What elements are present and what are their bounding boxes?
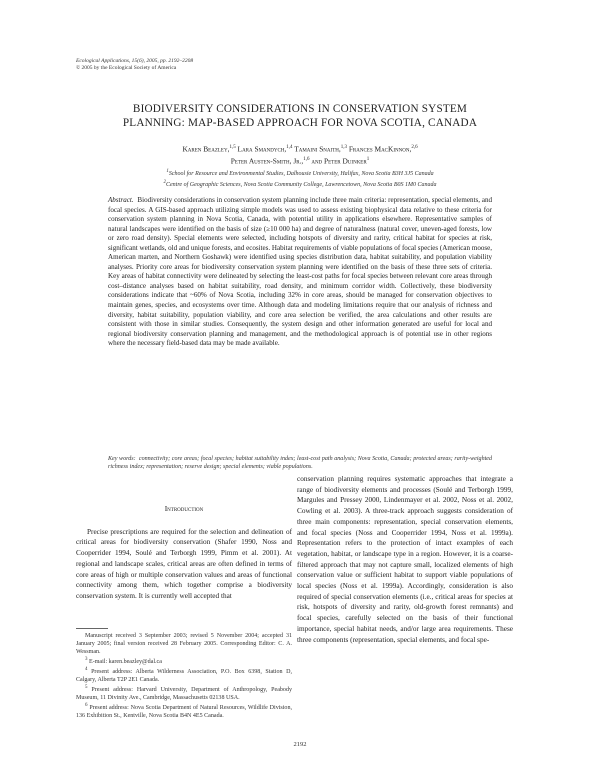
- footnote-sup: 5: [85, 685, 88, 691]
- affiliations: [76, 168, 524, 189]
- author-name: Karen Beazley,: [182, 144, 230, 154]
- affiliation-text: Centre of Geographic Sciences, Nova Scotia Community College, Lawrencetown, Nova Scotia B0S 1M0 Canada: [165, 181, 437, 188]
- author-line-2: [76, 154, 524, 166]
- author-sup: 1,3: [340, 145, 347, 150]
- author-name: Lara Smandych,: [235, 144, 287, 154]
- author-list: [76, 142, 524, 167]
- abstract: [108, 196, 492, 349]
- footnote-text: Present address: Nova Scotia Department of Natural Resources, Wildlife Division, 136 Exhibition St., Kentville, Nova Scotia B4N 4E5 Canada.: [76, 705, 292, 720]
- author-sup: 1,6: [303, 157, 310, 163]
- affiliation-text: School for Resource and Environmental Studies, Dalhousie University, Halifax, Nova Scotia B3H 3J5 Canada: [168, 171, 434, 177]
- page-number: 2192: [293, 741, 307, 748]
- footnote-5: [76, 684, 292, 702]
- right-column: [297, 474, 513, 645]
- affiliation-2: [76, 179, 524, 190]
- footnote-sup: 6: [85, 703, 88, 709]
- footnote-sup: 4: [85, 667, 88, 673]
- footnotes: [76, 632, 292, 720]
- author-name: Tamaini Snaith,: [292, 144, 341, 154]
- footnote-4: [76, 666, 292, 684]
- footnote-3: [76, 656, 292, 666]
- footnote-rule: [76, 628, 108, 629]
- footnote-text: E-mail: karen.beazley@dal.ca: [87, 659, 162, 666]
- journal-line: Ecological Applications, 15(6), 2005, pp. 2192–2208: [76, 58, 194, 64]
- affiliation-sup: 1: [166, 169, 169, 174]
- footnote-text: Present address: Alberta Wilderness Association, P.O. Box 6398, Station D, Calgary, Alberta T2P 2E1 Canada.: [76, 669, 292, 684]
- intro-paragraph-right: conservation planning requires systematic approaches that integrate a range of biodiversity elements and processes (Soulé and Terborgh 1999, Margules and Pressey 2000, Lindenmayer et al. 2002, Noss et al. 2002, Cowling et al. 2003). A three-track approach suggests consideration of three main components: representation, special conservation elements, and focal species (Noss and Cooperrider 1994, Noss et al. 1999a). Representation refers to the protection of intact examples of each vegetation, habitat, or landscape type in a region. However, it is a coarse-filtered approach that may not capture small, localized elements of high conservation value or sufficient habitat to support viable populations of local species (Noss et al. 1999a). Accordingly, consideration is also required of special conservation elements (i.e., critical areas for species at risk, hotspots of diversity and rarity, old-growth forest remnants) and focal species, carefully selected on the basis of their functional importance, special habitat needs, and/or large area requirements. These three components (representation, special elements, and focal spe-: [297, 475, 513, 644]
- author-name: Frances MacKinnon,: [346, 144, 412, 154]
- title-line-1: BIODIVERSITY CONSIDERATIONS IN CONSERVATION SYSTEM: [132, 103, 468, 115]
- keywords-label: Key words:: [108, 456, 136, 462]
- abstract-label: Abstract.: [108, 196, 134, 204]
- footnote-sup: 3: [85, 657, 88, 662]
- author-sup: 2,6: [411, 145, 418, 150]
- affiliation-sup: 2: [163, 179, 166, 185]
- author-sup: 1,5: [229, 145, 236, 150]
- title-line-2: PLANNING: MAP-BASED APPROACH FOR NOVA SCOTIA, CANADA: [122, 117, 478, 129]
- copyright-line: © 2005 by the Ecological Society of America: [76, 64, 177, 71]
- author-sup: 1: [366, 157, 370, 163]
- footnote-text: Present address: Harvard University, Department of Anthropology, Peabody Museum, 11 Divinity Ave., Cambridge, Massachusetts 02138 USA.: [76, 687, 292, 702]
- footnote-6: [76, 702, 292, 720]
- affiliation-1: [76, 168, 524, 179]
- journal-citation: [76, 58, 376, 71]
- author-sup: 1,4: [286, 145, 293, 150]
- abstract-body: Biodiversity considerations in conservation system planning include three main criteria: representation, special elements, and focal species. A GIS-based approach utilizing simple models was used to assess existing biophysical data relative to these criteria for conservation system planning in Nova Scotia, Canada, with potential utility in applications elsewhere. Representative samples of natural landscapes were identified on the basis of size (≥10 000 ha) and degree of naturalness (natural cover, uneven-aged forests, low or zero road density). Special elements were selected, including hotspots of diversity and rarity, critical habitat for species at risk, significant wetlands, old and unique forests, and ecosites. Habitat requirements of viable populations of focal species (American moose, American marten, and Northern Goshawk) were identified using species distribution data, habitat suitability, and population viability analyses. Priority core areas for biodiversity conservation system planning were identified on the basis of these three sets of criteria. Key areas of habitat connectivity were delineated by selecting the least-cost paths for focal species between relevant core areas through cost–distance analyses based on habitat suitability, road density, and minimum corridor width. Collectively, these biodiversity considerations indicate that ~60% of Nova Scotia, including 32% in core areas, should be managed for conservation objectives to maintain genes, species, and ecosystems over time. Although data and modeling limitations require that our analysis of richness and diversity, habitat suitability, population viability, and core area selection be verified, the area calculations and other results are consistent with those in similar studies. Consequently, the system design and other information generated are useful for local and regional biodiversity conservation planning and management, and the methodological approach is of potential use in other regions where the necessary field-based data may be made available.: [108, 196, 493, 348]
- section-heading-introduction: Introduction: [164, 504, 204, 513]
- article-title: [76, 102, 524, 130]
- keywords-body: connectivity; core areas; focal species; habitat suitability index; least-cost path analysis; Nova Scotia, Canada; protected areas; rarity-weighted richness index; representation; reserve design; special elements; viable populations.: [108, 456, 492, 471]
- author-name: and Peter Duinker: [309, 156, 367, 166]
- intro-paragraph-left: Precise prescriptions are required for the selection and delineation of critical areas for biodiversity conservation (Shafer 1990, Noss and Cooperrider 1994, Soulé and Terborgh 1999, Pimm et al. 2001). At regional and landscape scales, critical areas are often defined in terms of core areas of high or multiple conservation values and areas of functional connectivity among them, which together comprise a biodiversity conservation system. It is currently well accepted that: [76, 527, 292, 600]
- author-line-1: [76, 142, 524, 154]
- footnote-received: Manuscript received 3 September 2003; revised 5 November 2004; accepted 31 January 2005; final version received 28 February 2005. Corresponding Editor: C. A. Wessman.: [76, 633, 292, 655]
- left-column: [76, 478, 292, 602]
- author-name: Peter Austen-Smith, Jr.,: [230, 156, 304, 166]
- keywords: [108, 455, 492, 471]
